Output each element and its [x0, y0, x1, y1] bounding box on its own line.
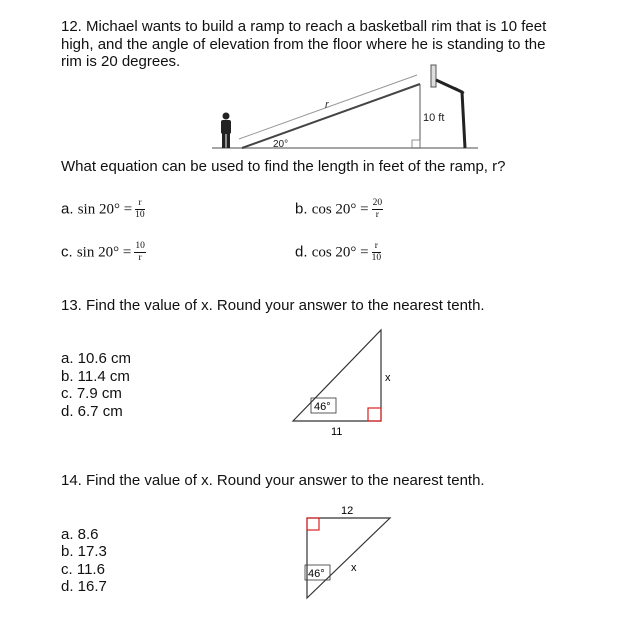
q13-option-d[interactable]: d. 6.7 cm [61, 403, 123, 420]
option-lhs: cos 20° = [311, 201, 369, 218]
numerator: 20 [372, 198, 383, 208]
q14-option-a[interactable]: a. 8.6 [61, 526, 99, 543]
denominator: r [375, 210, 379, 220]
t14-top: 12 [341, 505, 354, 517]
t14-angle: 46° [308, 568, 325, 580]
q12-option-b[interactable] [295, 198, 383, 221]
q12-text-line-2: high, and the angle of elevation from the floor where he is standing to the [61, 36, 546, 53]
q12-text-line-1: 12. Michael wants to build a ramp to reach a basketball rim that is 10 feet [61, 18, 547, 35]
q12-option-c[interactable] [61, 241, 146, 264]
q12-option-a[interactable] [61, 198, 145, 221]
numerator: r [135, 198, 145, 210]
q13-option-b[interactable]: b. 11.4 cm [61, 368, 130, 385]
option-lhs: sin 20° = [76, 244, 132, 261]
denominator: 10 [135, 210, 145, 220]
numerator: 10 [135, 241, 145, 251]
q12-text-line-3: rim is 20 degrees. [61, 53, 181, 70]
angle-label: 20° [273, 139, 289, 150]
q14-option-d[interactable]: d. 16.7 [61, 578, 107, 595]
ramp-diagram [212, 65, 478, 150]
person-icon [221, 113, 231, 149]
q13-prompt: 13. Find the value of x. Round your answer to the nearest tenth. [61, 297, 485, 314]
q12-prompt: What equation can be used to find the length in feet of the ramp, r? [61, 158, 506, 175]
fraction [135, 198, 145, 221]
denominator: 10 [371, 253, 382, 263]
t13-base: 11 [331, 426, 343, 438]
ramp-label-r: r [325, 99, 329, 111]
denominator: r [138, 253, 142, 263]
t13-angle: 46° [314, 401, 331, 413]
option-letter: c. [61, 243, 73, 261]
triangle-13 [293, 330, 391, 438]
q14-option-c[interactable]: c. 11.6 [61, 561, 105, 578]
q12-option-d[interactable] [295, 241, 381, 264]
option-lhs: sin 20° = [77, 201, 133, 218]
option-letter: d. [295, 243, 308, 261]
height-label: 10 ft [423, 112, 445, 124]
option-lhs: cos 20° = [311, 244, 369, 261]
fraction [372, 241, 382, 264]
q13-option-c[interactable]: c. 7.9 cm [61, 385, 122, 402]
q13-option-a[interactable]: a. 10.6 cm [61, 350, 132, 367]
q14-prompt: 14. Find the value of x. Round your answer to the nearest tenth. [61, 472, 485, 489]
t13-x: x [385, 372, 391, 384]
t14-x: x [351, 562, 357, 574]
q14-option-b[interactable]: b. 17.3 [61, 543, 107, 560]
fraction [372, 198, 384, 221]
triangle-14 [305, 505, 390, 598]
fraction [134, 241, 146, 264]
numerator: r [372, 241, 382, 253]
option-letter: a. [61, 200, 74, 218]
option-letter: b. [295, 200, 308, 218]
